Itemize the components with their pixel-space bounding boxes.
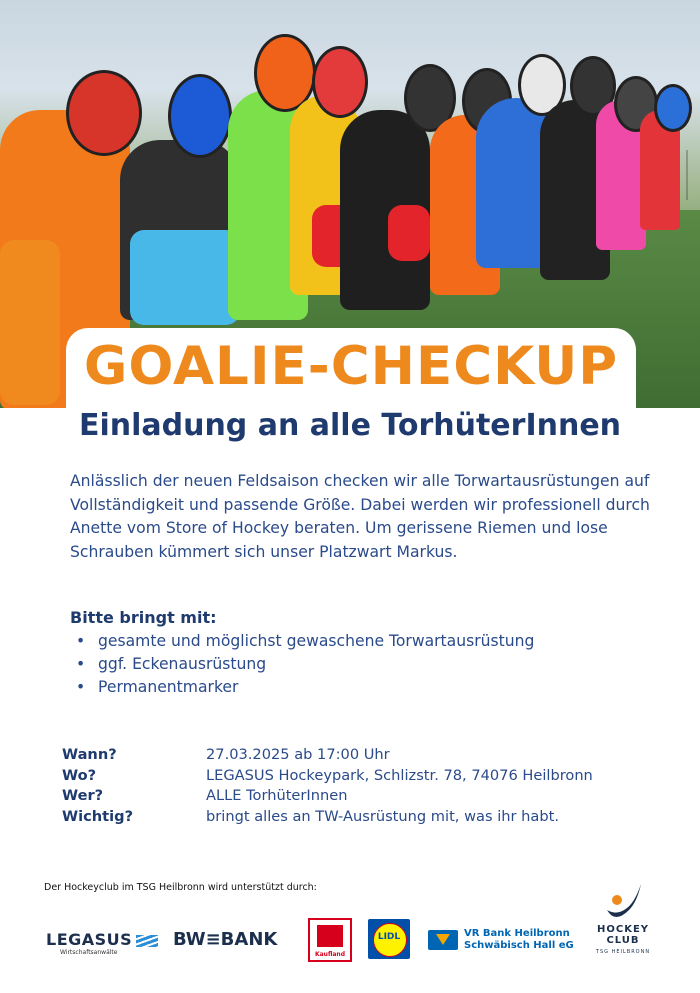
detail-label: Wer? (62, 787, 104, 804)
intro-paragraph: Anlässlich der neuen Feldsaison checken wir alle Torwartausrüstungen auf Vollständigkeit und passende Größe. Dabei werden wir professionell durch Anette vom Store of Hockey beraten. Um gerissene Riemen und lose Schrauben kümmert sich unser Platzwart Markus. (70, 472, 650, 561)
legasus-logo-text: LEGASUS (46, 930, 133, 949)
vr-bank-mark-icon (428, 930, 458, 950)
vr-bank-logo-text (464, 928, 574, 952)
page-title: GOALIE-CHECKUP (83, 336, 619, 397)
sponsor-note: Der Hockeyclub im TSG Heilbronn wird unterstützt durch: (44, 882, 317, 893)
vr-bank-logo (428, 928, 574, 952)
page-subtitle: Einladung an alle TorhüterInnen (78, 408, 622, 443)
list-item: • gesamte und möglichst gewaschene Torwartausrüstung (72, 630, 534, 653)
vr-bank-line1: VR Bank Heilbronn (464, 928, 570, 939)
kaufland-mark-icon (317, 925, 343, 947)
goalie-pad (0, 240, 60, 405)
detail-row-important (62, 807, 593, 828)
list-item: • ggf. Eckenausrüstung (72, 653, 534, 676)
legasus-stripes-icon (136, 935, 158, 947)
vr-bank-line2: Schwäbisch Hall eG (464, 940, 574, 951)
detail-value: ALLE TorhüterInnen (206, 787, 348, 804)
legasus-logo (46, 930, 158, 956)
detail-label: Wo? (62, 766, 97, 784)
club-name-line2: CLUB (606, 935, 640, 946)
goalie-helmet (312, 46, 368, 118)
hockey-club-logo (588, 880, 658, 955)
detail-value: bringt alles an TW-Ausrüstung mit, was ihr habt. (206, 807, 559, 825)
bring-list-heading: Bitte bringt mit: (70, 608, 217, 627)
event-details (62, 745, 593, 827)
club-name-line1: HOCKEY (596, 924, 650, 935)
lidl-logo-text: LIDL (377, 932, 401, 942)
list-item: • Permanentmarker (72, 676, 534, 699)
bw-bank-logo: BW≡BANK (173, 929, 278, 950)
detail-row-who (62, 786, 593, 807)
goalie-helmet (654, 84, 692, 132)
bring-list (72, 630, 534, 699)
goalie-pad (130, 230, 240, 325)
goalie-helmet (168, 74, 232, 158)
hockey-swoosh-icon (601, 880, 645, 924)
goalie-pad (388, 205, 430, 261)
detail-value: 27.03.2025 ab 17:00 Uhr (206, 746, 390, 763)
detail-label: Wann? (62, 746, 117, 763)
legasus-logo-subtext: Wirtschaftsanwälte (60, 949, 118, 956)
lidl-logo (368, 919, 410, 959)
club-name-line3: TSG HEILBRONN (595, 949, 651, 955)
kaufland-logo (308, 918, 352, 962)
detail-label: Wichtig? (62, 807, 134, 825)
detail-row-where (62, 766, 593, 787)
detail-row-when (62, 745, 593, 766)
detail-value: LEGASUS Hockeypark, Schlizstr. 78, 74076 Heilbronn (206, 766, 593, 784)
goalie-helmet (66, 70, 142, 156)
kaufland-logo-text: Kaufland (314, 951, 346, 958)
